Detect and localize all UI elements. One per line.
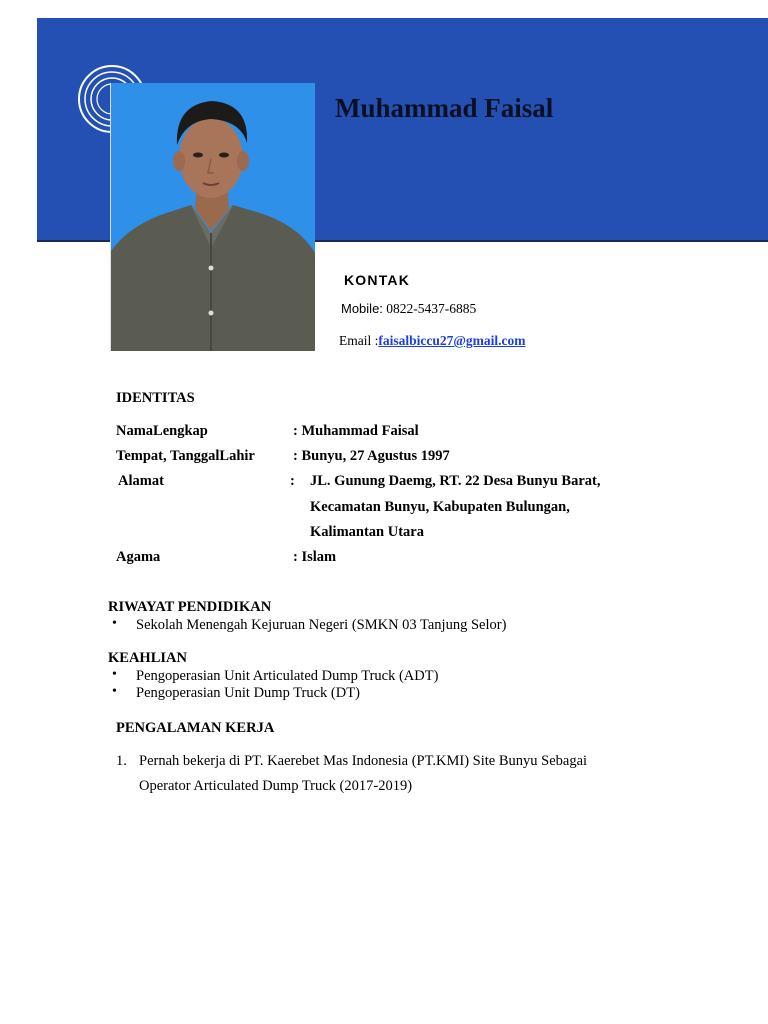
- skills-title: KEAHLIAN: [108, 650, 187, 666]
- experience-title: PENGALAMAN KERJA: [116, 720, 275, 736]
- identity-label-birth: Tempat, TanggalLahir: [116, 448, 255, 464]
- identity-label-address: Alamat: [118, 473, 164, 489]
- skill-item-text: Pengoperasian Unit Articulated Dump Truck (ADT): [136, 668, 439, 684]
- profile-photo: [110, 83, 315, 351]
- education-item-text: Sekolah Menengah Kejuruan Negeri (SMKN 03 Tanjung Selor): [136, 617, 507, 633]
- candidate-name: Muhammad Faisal: [335, 93, 554, 123]
- identity-title: IDENTITAS: [116, 390, 195, 406]
- identity-address-line: Kecamatan Bunyu, Kabupaten Bulungan,: [310, 499, 570, 515]
- identity-address-line: Kalimantan Utara: [310, 524, 424, 540]
- person-portrait-icon: [111, 83, 315, 351]
- identity-label-religion: Agama: [116, 549, 161, 565]
- experience-item-line: Pernah bekerja di PT. Kaerebet Mas Indonesia (PT.KMI) Site Bunyu Sebagai: [139, 753, 588, 769]
- experience-item-line: Operator Articulated Dump Truck (2017-2019): [139, 778, 413, 794]
- contact-title: KONTAK: [344, 272, 411, 288]
- skill-item-text: Pengoperasian Unit Dump Truck (DT): [136, 685, 360, 701]
- identity-value-birth: : Bunyu, 27 Agustus 1997: [293, 448, 450, 464]
- identity-address-line: JL. Gunung Daemg, RT. 22 Desa Bunyu Barat,: [310, 473, 601, 489]
- identity-value-name: : Muhammad Faisal: [293, 423, 419, 439]
- experience-item-number: 1.: [116, 753, 127, 769]
- identity-label-name: NamaLengkap: [116, 423, 208, 439]
- mobile-line: [341, 301, 476, 317]
- bullet-icon: •: [112, 684, 117, 699]
- email-label: Email :: [339, 333, 379, 348]
- bullet-icon: •: [112, 616, 117, 631]
- mobile-label: Mobile:: [341, 301, 383, 316]
- email-link[interactable]: faisalbiccu27@gmail.com: [378, 333, 526, 348]
- identity-address-colon: :: [290, 473, 295, 489]
- bullet-icon: •: [112, 667, 117, 682]
- mobile-value: 0822-5437-6885: [386, 301, 477, 316]
- education-title: RIWAYAT PENDIDIKAN: [108, 599, 272, 615]
- email-line: [339, 333, 526, 349]
- identity-value-religion: : Islam: [293, 549, 337, 565]
